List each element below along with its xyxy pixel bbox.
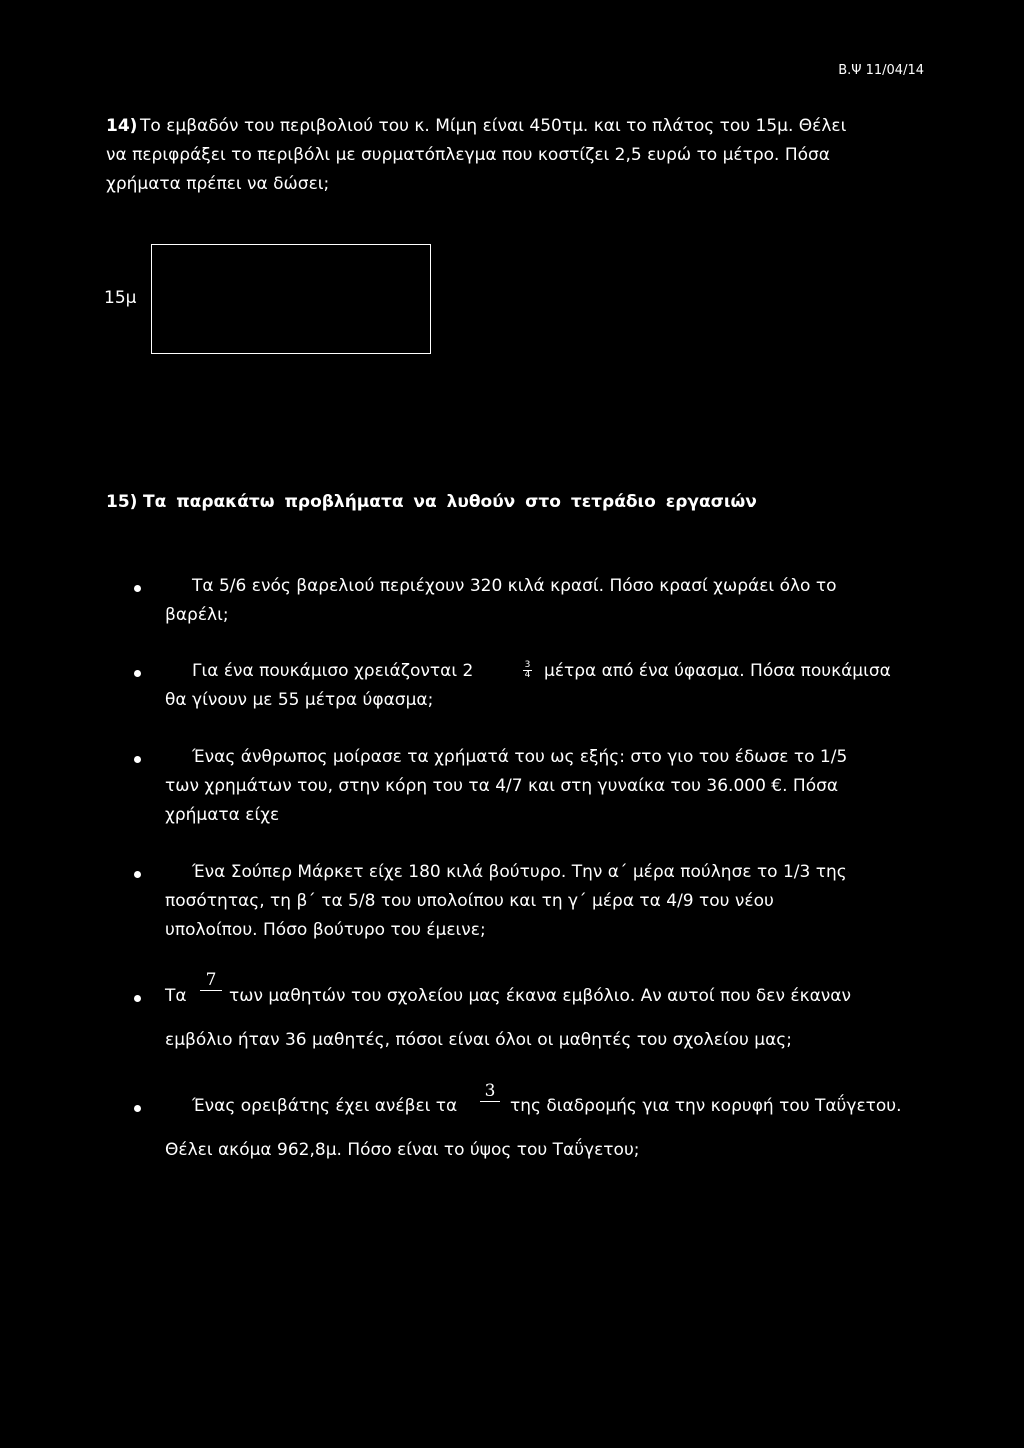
item-1-line-2: βαρέλι; [165, 605, 229, 625]
problem-15-number: 15) [106, 492, 138, 512]
item-3-line-2: των χρημάτων του, στην κόρη του τα 4/7 και στη γυναίκα του 36.000 €. Πόσα [165, 776, 839, 796]
fraction-bar [200, 990, 222, 991]
item-2-line-2: θα γίνουν με 55 μέτρα ύφασμα; [165, 690, 434, 710]
problem-14-line-2: να περιφράξει το περιβόλι με συρματόπλεγμα που κοστίζει 2,5 ευρώ το μέτρο. Πόσα [106, 145, 831, 165]
bullet-icon [134, 1105, 141, 1112]
problem-14-line-3: χρήματα πρέπει να δώσει; [106, 174, 330, 194]
item-6-line-1-a: Ένας ορειβάτης έχει ανέβει τα [192, 1096, 458, 1116]
item-5-fraction [200, 970, 222, 991]
problem-14-line-1: Το εμβαδόν του περιβολιού του κ. Μίμη είναι 450τμ. και το πλάτος του 15μ. Θέλει [140, 116, 847, 136]
item-3-line-1: Ένας άνθρωπος μοίρασε τα χρήματά του ως εξής: στο γιο του έδωσε το 1/5 [192, 747, 848, 767]
bullet-icon [134, 585, 141, 592]
problem-14-number: 14) [106, 116, 138, 136]
item-2-fraction-denominator: 4 [524, 670, 531, 680]
fraction-bar [480, 1101, 500, 1102]
item-6-line-2: Θέλει ακόμα 962,8μ. Πόσο είναι το ύψος του Ταΰγετου; [165, 1140, 640, 1160]
item-4-line-2: ποσότητας, τη β΄ τα 5/8 του υπολοίπου και τη γ΄ μέρα τα 4/9 του νέου [165, 891, 774, 911]
item-4-line-3: υπολοίπου. Πόσο βούτυρο του έμεινε; [165, 920, 486, 940]
bullet-icon [134, 995, 141, 1002]
bullet-icon [134, 670, 141, 677]
item-6-line-1-b: της διαδρομής για την κορυφή του Ταΰγετου. [510, 1096, 902, 1116]
item-5-line-2: εμβόλιο ήταν 36 μαθητές, πόσοι είναι όλοι οι μαθητές του σχολείου μας; [165, 1030, 793, 1050]
item-5-line-1-b: των μαθητών του σχολείου μας έκανα εμβόλιο. Αν αυτοί που δεν έκαναν [229, 986, 851, 1006]
header-code-date: B.Ψ 11/04/14 [838, 63, 924, 78]
bullet-icon [134, 756, 141, 763]
item-2-line-1-a: Για ένα πουκάμισο χρειάζονται 2 [192, 661, 474, 681]
bullet-icon [134, 871, 141, 878]
item-5-fraction-numerator: 7 [205, 970, 217, 990]
item-2-fraction-numerator: 3 [524, 660, 531, 670]
rectangle-width-label: 15μ [104, 288, 137, 308]
item-2-fraction [523, 661, 532, 680]
item-6-fraction-numerator: 3 [484, 1081, 496, 1101]
problem-15-title: Τα παρακάτω προβλήματα να λυθούν στο τετράδιο εργασιών [143, 492, 757, 512]
item-1-line-1: Τα 5/6 ενός βαρελιού περιέχουν 320 κιλά κρασί. Πόσο κρασί χωράει όλο το [192, 576, 837, 596]
item-6-fraction [480, 1081, 500, 1102]
item-3-line-3: χρήματα είχε [165, 805, 280, 825]
item-2-line-1-b: μέτρα από ένα ύφασμα. Πόσα πουκάμισα [544, 661, 891, 681]
garden-rectangle [151, 244, 431, 354]
item-4-line-1: Ένα Σούπερ Μάρκετ είχε 180 κιλά βούτυρο. Την α΄ μέρα πούλησε το 1/3 της [192, 862, 847, 882]
item-5-line-1-a: Τα [165, 986, 187, 1006]
